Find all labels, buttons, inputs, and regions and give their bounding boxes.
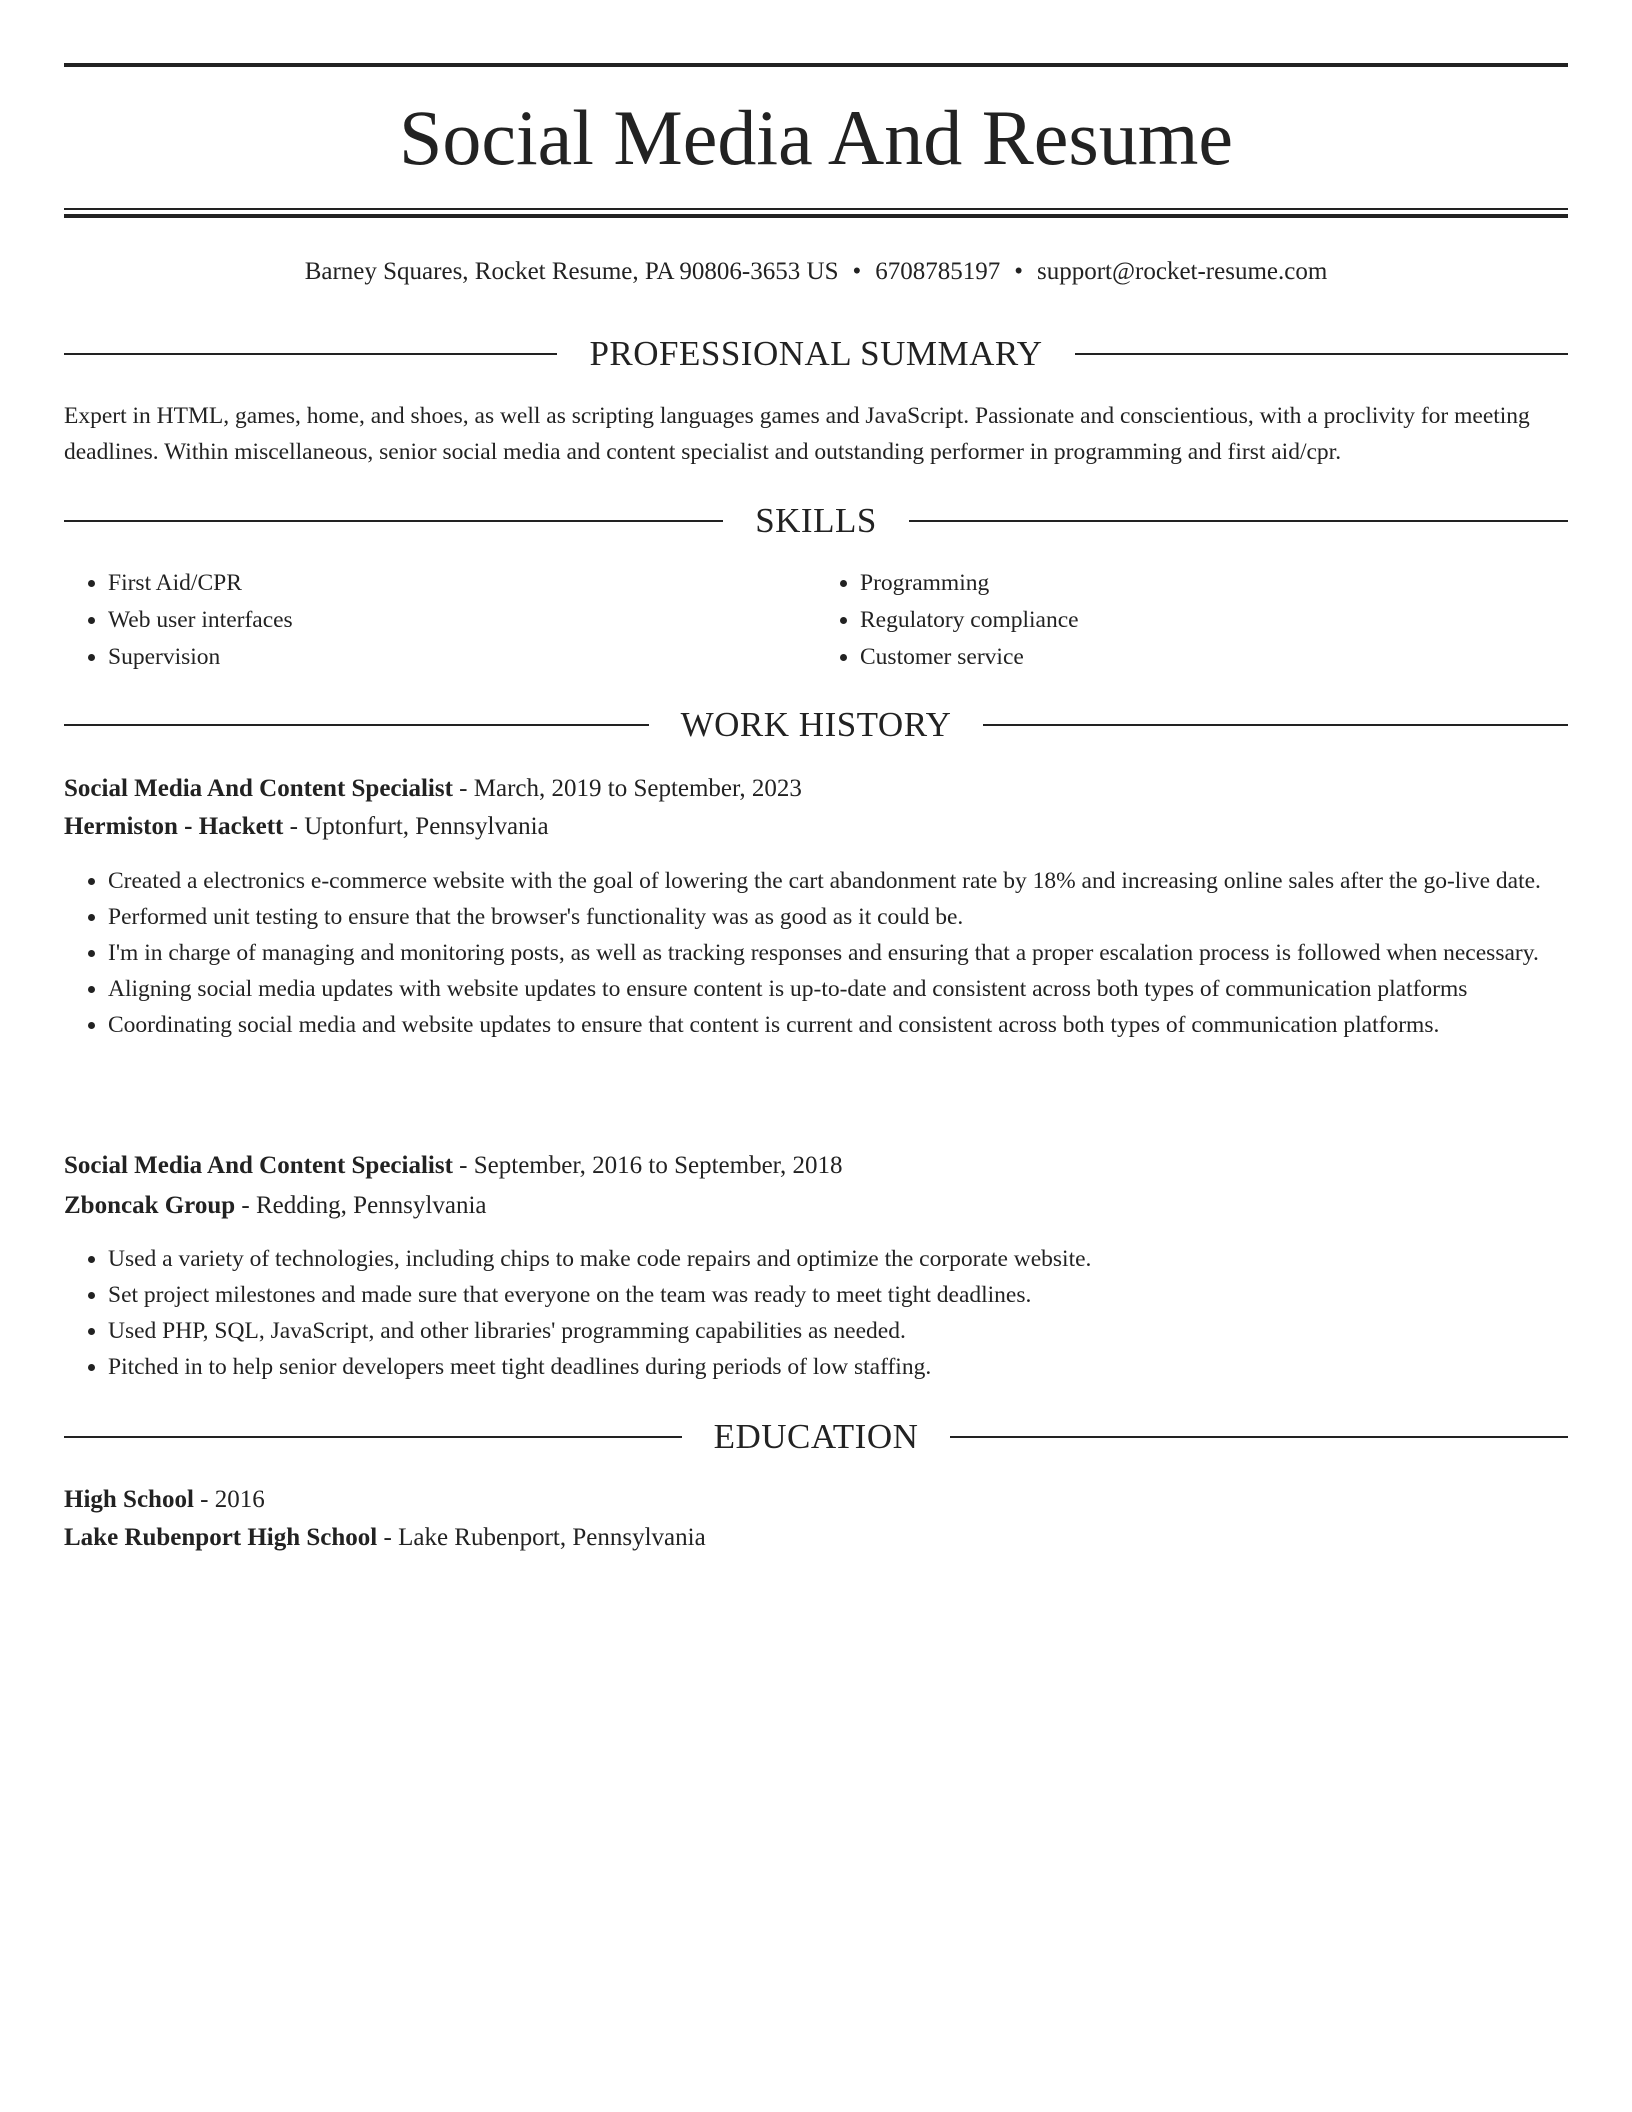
contact-separator: • xyxy=(1014,258,1023,285)
work-heading-label: WORK HISTORY xyxy=(680,705,952,744)
job-bullet: • Aligning social media updates with website updates to ensure content is up-to-date and consistent across both types of communication platforms xyxy=(108,971,1568,1007)
contact-line xyxy=(64,254,1568,290)
skills-heading xyxy=(64,499,1568,543)
job-bullets xyxy=(64,1241,1568,1385)
job-bullet: • I'm in charge of managing and monitoring posts, as well as tracking responses and ensuring that a proper escalation process is followed when necessary. xyxy=(108,935,1568,971)
heading-rule xyxy=(1075,353,1568,355)
work-heading xyxy=(64,703,1568,747)
summary-text: Expert in HTML, games, home, and shoes, as well as scripting languages games and JavaScript. Passionate and conscientious, with a proclivity for meeting deadlines. Within miscellaneous, senior social media and content specialist and outstanding performer in programming and first aid/cpr. xyxy=(64,403,1530,465)
skill-item: • Supervision xyxy=(108,639,816,676)
job-bullet: • Used a variety of technologies, including chips to make code repairs and optimize the corporate website. xyxy=(108,1241,1568,1277)
skills-column-right xyxy=(816,565,1568,676)
summary-heading xyxy=(64,332,1568,376)
job-title-line xyxy=(64,1147,1568,1185)
skills-heading-label: SKILLS xyxy=(755,501,877,540)
job-title: Social Media And Content Specialist xyxy=(64,775,453,802)
education-year: - 2016 xyxy=(193,1486,265,1513)
education-heading-label: EDUCATION xyxy=(713,1417,919,1456)
title-rule-thin xyxy=(64,208,1568,210)
heading-rule xyxy=(64,520,723,522)
job-bullet: • Set project milestones and made sure that everyone on the team was ready to meet tight deadlines. xyxy=(108,1277,1568,1313)
job-company: Zboncak Group xyxy=(64,1192,236,1219)
job-location: - Redding, Pennsylvania xyxy=(235,1192,487,1219)
title-rule-thick xyxy=(64,214,1568,218)
skills-column-left xyxy=(64,565,816,676)
job-title: Social Media And Content Specialist xyxy=(64,1152,453,1179)
heading-rule xyxy=(983,724,1568,726)
skill-item: • Regulatory compliance xyxy=(860,602,1568,639)
job-bullet: • Coordinating social media and website updates to ensure that content is current and consistent across both types of communication platforms. xyxy=(108,1007,1568,1043)
education-heading xyxy=(64,1415,1568,1459)
heading-rule xyxy=(64,353,557,355)
education-school-line xyxy=(64,1519,1568,1557)
job-location: - Uptonfurt, Pennsylvania xyxy=(283,813,549,840)
heading-rule xyxy=(64,724,649,726)
skill-item: • Programming xyxy=(860,565,1568,602)
job-bullet: • Pitched in to help senior developers meet tight deadlines during periods of low staffing. xyxy=(108,1349,1568,1385)
contact-phone: 6708785197 xyxy=(875,258,1001,285)
job-bullets xyxy=(64,863,1568,1043)
job-bullet: • Used PHP, SQL, JavaScript, and other libraries' programming capabilities as needed. xyxy=(108,1313,1568,1349)
skill-item: • Customer service xyxy=(860,639,1568,676)
contact-separator: • xyxy=(852,258,862,285)
skills-list xyxy=(64,565,1568,676)
job-bullet: • Performed unit testing to ensure that the browser's functionality was as good as it could be. xyxy=(108,899,1568,935)
job-company-line xyxy=(64,1187,1568,1225)
job-dates: - September, 2016 to September, 2018 xyxy=(452,1152,843,1179)
heading-rule xyxy=(909,520,1568,522)
education-degree: High School xyxy=(64,1486,194,1513)
job-bullet: • Created a electronics e-commerce website with the goal of lowering the cart abandonment rate by 18% and increasing online sales after the go-live date. xyxy=(108,863,1568,899)
top-rule xyxy=(64,63,1568,67)
job-company-line xyxy=(64,808,1568,846)
education-school: Lake Rubenport High School xyxy=(64,1524,378,1551)
contact-address: Barney Squares, Rocket Resume, PA 90806-3653 US xyxy=(304,258,839,285)
job-dates: - March, 2019 to September, 2023 xyxy=(452,775,802,802)
heading-rule xyxy=(950,1436,1568,1438)
skill-item: • First Aid/CPR xyxy=(108,565,816,602)
summary-heading-label: PROFESSIONAL SUMMARY xyxy=(589,334,1043,373)
resume-title: Social Media And Resume xyxy=(398,94,1234,181)
education-degree-line xyxy=(64,1481,1568,1519)
skill-item: • Web user interfaces xyxy=(108,602,816,639)
job-company: Hermiston - Hackett xyxy=(64,813,284,840)
heading-rule xyxy=(64,1436,682,1438)
contact-email: support@rocket-resume.com xyxy=(1037,258,1328,285)
education-location: - Lake Rubenport, Pennsylvania xyxy=(377,1524,706,1551)
job-title-line xyxy=(64,770,1568,808)
